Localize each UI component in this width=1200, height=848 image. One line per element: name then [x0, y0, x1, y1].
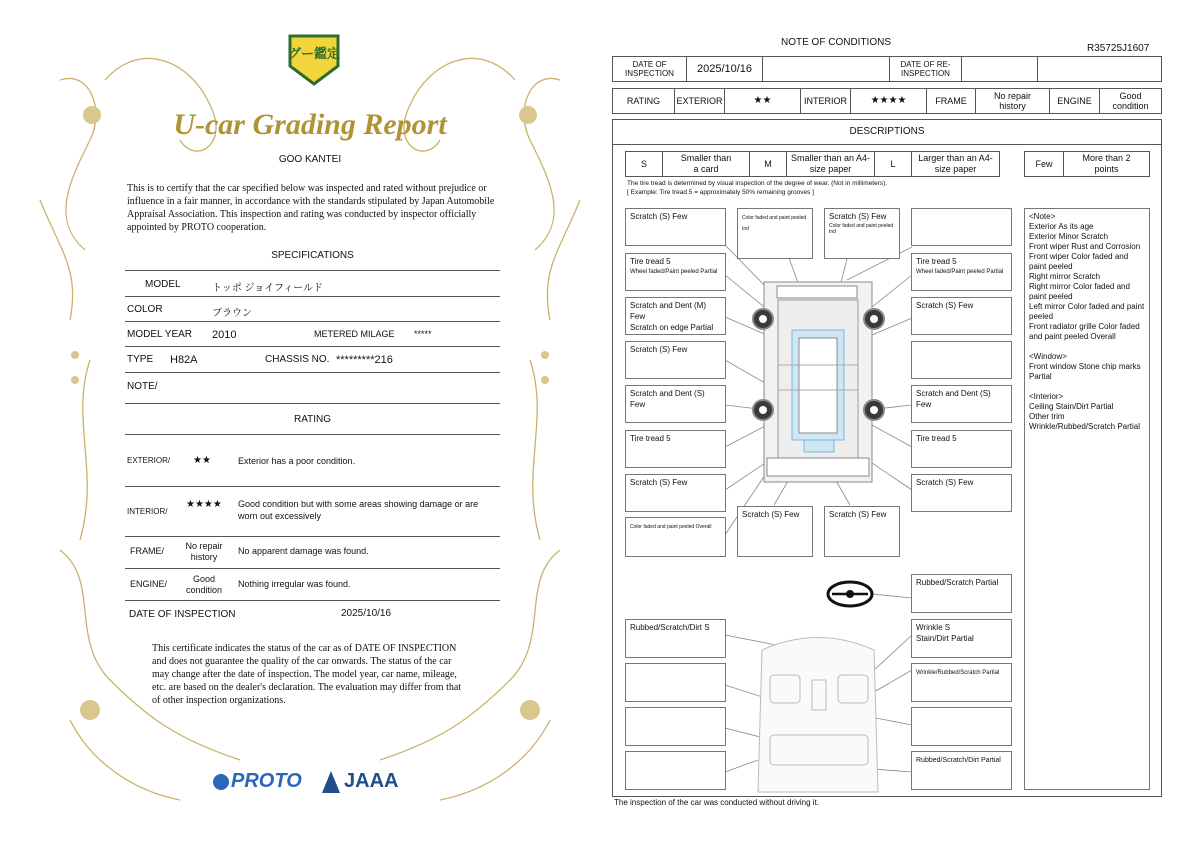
mileage-label: METERED MILAGE [314, 329, 395, 339]
scale-s-text: Smaller than a card [662, 151, 750, 177]
damage-note: Color faded and paint peeled Overall [630, 524, 712, 530]
model-label: MODEL [145, 279, 181, 290]
color-label: COLOR [127, 304, 163, 315]
svg-text:グー鑑定: グー鑑定 [287, 46, 341, 61]
engine-value: Good condition [185, 574, 223, 595]
damage-note: Scratch and Dent (S) Few [630, 389, 705, 409]
inspection-date-label: DATE OF INSPECTION [129, 609, 236, 620]
wheel-rear-left-icon [752, 399, 774, 421]
mileage-value: ***** [414, 329, 432, 339]
rating-interior-label: INTERIOR [800, 88, 851, 114]
proto-mark-icon [213, 774, 229, 790]
damage-box-right-1 [911, 253, 1012, 291]
date-reinspection-value [961, 56, 1038, 82]
damage-box-left-5 [625, 385, 726, 423]
damage-box-right-3 [911, 341, 1012, 379]
type-value: H82A [170, 354, 198, 366]
interior-label: INTERIOR/ [127, 507, 168, 516]
tire-note-line2: [ Example: Tire tread 5 = approximately 50% remaining grooves ] [627, 189, 814, 196]
model-year-value: 2010 [212, 329, 237, 341]
damage-note: Tire tread 5 [630, 434, 671, 443]
damage-note: Scratch and Dent (S) Few [916, 389, 991, 409]
scale-s-code: S [625, 151, 663, 177]
damage-box-top-3 [911, 208, 1012, 246]
certificate-content [30, 20, 590, 820]
damage-box-left-7 [625, 474, 726, 512]
damage-note: Tire tread 5 [916, 434, 957, 443]
date-blank-2 [1037, 56, 1162, 82]
engine-label: ENGINE/ [130, 579, 168, 589]
damage-note: Color faded and paint peeled Ind [742, 215, 807, 232]
interior-stars: ★★★★ [186, 499, 222, 510]
damage-note: Scratch (S) Few [916, 478, 974, 487]
engine-description: Nothing irregular was found. [238, 579, 351, 589]
damage-box-left-3 [625, 297, 726, 335]
inspection-date-value: 2025/10/16 [341, 608, 392, 619]
note-of-conditions-title: NOTE OF CONDITIONS [781, 37, 891, 48]
date-reinspection-label: DATE OF RE-INSPECTION [889, 56, 962, 82]
damage-note: Scratch (S) Few [630, 212, 688, 221]
damage-note: Scratch (S) Few [829, 510, 887, 519]
certification-statement: This is to certify that the car specified below was inspected and rated without prejudice or influence in a fair manner, in accordance with the standards stipulated by Japan Automobile Appraisal Association. This inspection and rating was conducted by inspector officially appointed by PROTO cooperation. [127, 183, 495, 233]
model-value: トッポ ジョイフィールド [212, 283, 323, 294]
interior-box-left-1 [625, 619, 726, 658]
damage-note: Tire tread 5 [916, 257, 957, 266]
frame-value: No repair history [185, 541, 223, 562]
date-blank-1 [762, 56, 890, 82]
damage-note: Wheel faded/Paint peeled Partial [916, 268, 1004, 275]
scale-few-text: More than 2 points [1063, 151, 1150, 177]
damage-note: Rubbed/Scratch/Dirt S [630, 623, 710, 632]
damage-note: Scratch (S) Few [630, 478, 688, 487]
scale-l-text: Larger than an A4-size paper [911, 151, 1000, 177]
proto-logo-text: PROTO [231, 770, 302, 792]
frame-label: FRAME/ [130, 546, 165, 556]
interior-box-left-3 [625, 707, 726, 746]
wheel-front-left-icon [752, 308, 774, 330]
damage-box-top-1 [737, 208, 813, 259]
damage-note: Scratch on edge Partial [630, 322, 714, 332]
rating-engine-label: ENGINE [1049, 88, 1100, 114]
specs-heading: SPECIFICATIONS [271, 250, 354, 261]
damage-box-right-4 [911, 385, 1012, 423]
rating-exterior-label: EXTERIOR [674, 88, 725, 114]
damage-note: Rubbed/Scratch/Dirt Partial [916, 757, 1001, 764]
side-note-box [1024, 208, 1150, 790]
jaaa-logo-text: JAAA [344, 770, 399, 792]
damage-box-left-6 [625, 430, 726, 468]
date-inspection-value: 2025/10/16 [686, 56, 763, 82]
damage-note: Stain/Dirt Partial [916, 633, 974, 643]
damage-note: Scratch (S) Few [829, 212, 887, 221]
interior-box-right-4 [911, 707, 1012, 746]
damage-box-left-4 [625, 341, 726, 379]
damage-box-left-8 [625, 517, 726, 557]
type-label: TYPE [127, 354, 154, 365]
inspection-footer-note: The inspection of the car was conducted without driving it. [614, 798, 819, 807]
descriptions-heading: DESCRIPTIONS [849, 126, 925, 137]
scale-l-code: L [874, 151, 912, 177]
interior-box-left-4 [625, 751, 726, 790]
damage-note: Scratch (S) Few [742, 510, 800, 519]
damage-box-right-5 [911, 430, 1012, 468]
damage-note: Scratch and Dent (M) Few [630, 301, 707, 321]
damage-box-bottom-1 [737, 506, 813, 557]
jaaa-logo [322, 770, 398, 793]
damage-box-right-2 [911, 297, 1012, 335]
interior-box-right-1 [911, 574, 1012, 613]
model-year-label: MODEL YEAR [127, 329, 193, 340]
date-inspection-label: DATE OF INSPECTION [612, 56, 687, 82]
rating-frame-label: FRAME [926, 88, 976, 114]
damage-box-bottom-2 [824, 506, 900, 557]
note-label: NOTE/ [127, 381, 158, 392]
damage-note: Scratch (S) Few [916, 301, 974, 310]
chassis-label: CHASSIS NO. [265, 354, 330, 365]
interior-box-right-3 [911, 663, 1012, 702]
damage-note: Wheel faded/Paint peeled Partial [630, 268, 718, 275]
report-title: U-car Grading Report [173, 108, 447, 141]
reference-number: R35725J1607 [1087, 43, 1150, 54]
scale-m-text: Smaller than an A4-size paper [786, 151, 875, 177]
rating-row-label: RATING [612, 88, 675, 114]
damage-box-top-2 [824, 208, 900, 259]
rating-engine-value: Good condition [1099, 88, 1162, 114]
damage-note: Wrinkle/Rubbed/Scratch Partial [916, 670, 1000, 676]
damage-note: Wrinkle S [916, 623, 951, 632]
interior-box-left-2 [625, 663, 726, 702]
certificate-disclaimer: This certificate indicates the status of the car as of DATE OF INSPECTION and does not guarantee the quality of the car onwards. The status of the car may change after the date of inspection. The model year, car name, mileage, etc. are based on the dealer's declaration. The evaluation may differ from that of other inspection organizations. [152, 643, 462, 706]
interior-description: Good condition but with some areas showing damage or are worn out excessively [238, 499, 479, 521]
rating-exterior-stars: ★★ [724, 88, 801, 114]
tire-note-line1: The tire tread is determined by visual inspection of the degree of wear. (Not in millimeters). [627, 180, 888, 187]
damage-box-right-6 [911, 474, 1012, 512]
frame-description: No apparent damage was found. [238, 546, 369, 556]
scale-few-code: Few [1024, 151, 1064, 177]
wheel-front-right-icon [863, 308, 885, 330]
report-subtitle: GOO KANTEI [278, 154, 342, 165]
jaaa-mark-icon [322, 771, 340, 793]
damage-note: Color faded and paint peeled Ind [829, 222, 894, 236]
damage-note: Rubbed/Scratch Partial [916, 578, 999, 587]
exterior-label: EXTERIOR/ [127, 456, 171, 465]
scale-m-code: M [749, 151, 787, 177]
wheel-rear-right-icon [863, 399, 885, 421]
rating-interior-stars: ★★★★ [850, 88, 927, 114]
interior-box-right-2 [911, 619, 1012, 658]
color-value: ブラウン [212, 308, 252, 319]
rating-frame-value: No repair history [975, 88, 1050, 114]
chassis-value: *********216 [336, 354, 393, 366]
damage-note: Scratch (S) Few [630, 345, 688, 354]
damage-box-left-1 [625, 208, 726, 246]
interior-box-right-5 [911, 751, 1012, 790]
damage-box-left-2 [625, 253, 726, 291]
damage-note: Tire tread 5 [630, 257, 671, 266]
exterior-stars: ★★ [193, 455, 211, 466]
side-note-text: <Note> Exterior As its age Exterior Minor Scratch Front wiper Rust and Corrosion Front wiper Color faded and paint peeled Right mirror Scratch Right mirror Color faded and paint peeled Left mirror Color faded and paint peeled Front radiator grille Color faded and paint peeled Overall <Window> Front window Stone chip marks Partial <Interior> Ceiling Stain/Dirt Partial Other trim Wrinkle/Rubbed/Scratch Partial [1029, 212, 1145, 431]
proto-logo [213, 770, 302, 793]
exterior-description: Exterior has a poor condition. [238, 456, 356, 466]
rating-heading: RATING [293, 414, 332, 425]
